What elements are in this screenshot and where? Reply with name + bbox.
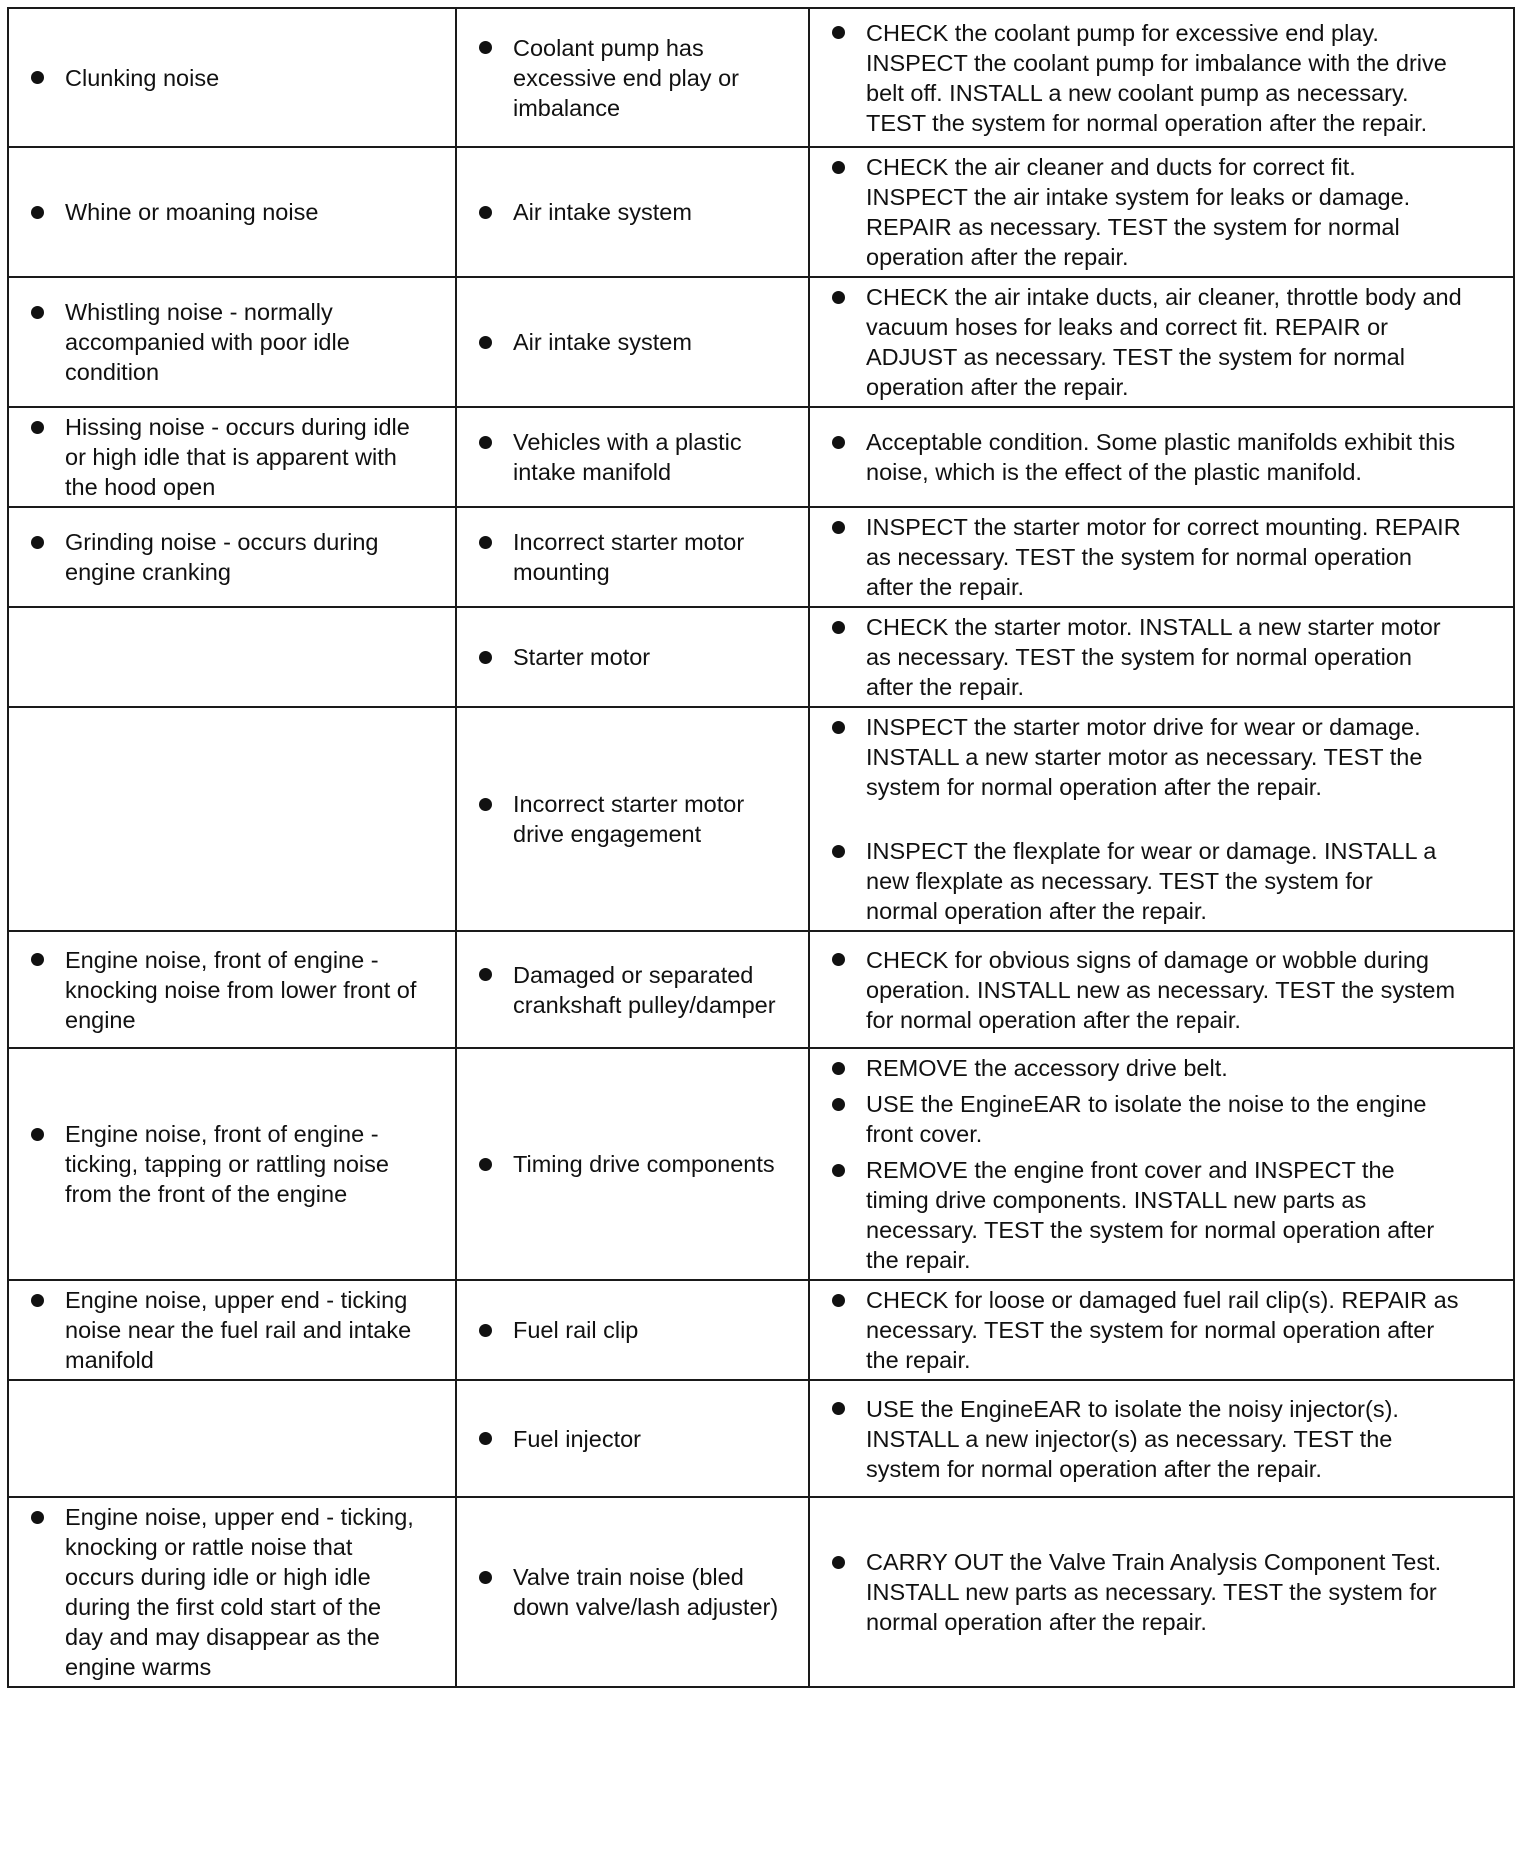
- symptom-item-text: Engine noise, upper end - ticking, knocking or rattle noise that occurs during idle or high idle during the first cold start of the day and may disappear as the engine warms: [65, 1504, 414, 1680]
- action-cell: [809, 1380, 1514, 1497]
- diagnosis-table: [7, 7, 1515, 1688]
- cause-item-text: Incorrect starter motor mounting: [513, 529, 745, 585]
- cause-cell: [456, 277, 809, 407]
- action-cell: [809, 8, 1514, 147]
- bullet-icon: [832, 836, 866, 866]
- cause-item: [479, 33, 800, 123]
- bullet-icon: [31, 297, 65, 327]
- action-item-text: REMOVE the engine front cover and INSPECT the timing drive components. INSTALL new parts as necessary. TEST the system for normal operation after the repair.: [866, 1157, 1435, 1273]
- cause-item: [479, 642, 800, 672]
- cause-cell: [456, 1280, 809, 1380]
- action-item: [832, 1394, 1509, 1484]
- action-item: [832, 1053, 1509, 1083]
- bullet-icon: [479, 1424, 513, 1454]
- action-item-text: CHECK the coolant pump for excessive end play. INSPECT the coolant pump for imbalance with the drive belt off. INSTALL a new coolant pump as necessary. TEST the system for normal operation after the repair.: [866, 19, 1447, 136]
- bullet-icon: [479, 1315, 513, 1345]
- action-cell: [809, 1280, 1514, 1380]
- action-item-text: CHECK the starter motor. INSTALL a new starter motor as necessary. TEST the system for normal operation after the repair.: [866, 614, 1441, 700]
- table-row: [8, 931, 1514, 1048]
- bullet-icon: [832, 612, 866, 642]
- symptom-item: [31, 297, 447, 387]
- action-item-text: CHECK the air cleaner and ducts for correct fit. INSPECT the air intake system for leaks or damage. REPAIR as necessary. TEST the system for normal operation after the repair.: [866, 154, 1411, 270]
- cause-cell: [456, 1380, 809, 1497]
- action-item-text: CHECK for obvious signs of damage or wobble during operation. INSTALL new as necessary. TEST the system for normal operation after the repair.: [866, 946, 1456, 1033]
- bullet-icon: [479, 33, 513, 63]
- action-cell: [809, 931, 1514, 1048]
- action-item: [832, 836, 1509, 926]
- cause-cell: [456, 1497, 809, 1687]
- cause-cell: [456, 707, 809, 931]
- action-item: [832, 1089, 1509, 1149]
- table-row: [8, 407, 1514, 507]
- symptom-item: [31, 527, 447, 587]
- cause-cell: [456, 407, 809, 507]
- symptom-cell: [8, 1380, 456, 1497]
- symptom-item: [31, 1285, 447, 1375]
- cause-item-text: Incorrect starter motor drive engagement: [513, 791, 745, 847]
- symptom-cell: [8, 1280, 456, 1380]
- bullet-icon: [479, 960, 513, 990]
- symptom-cell: [8, 1048, 456, 1280]
- bullet-icon: [832, 1155, 866, 1185]
- cause-item-text: Starter motor: [513, 644, 651, 670]
- bullet-icon: [479, 527, 513, 557]
- bullet-icon: [832, 1053, 866, 1083]
- symptom-cell: [8, 707, 456, 931]
- bullet-icon: [479, 789, 513, 819]
- cause-item-text: Timing drive components: [513, 1151, 775, 1177]
- bullet-icon: [832, 1089, 866, 1119]
- table-row: [8, 1048, 1514, 1280]
- cause-item: [479, 789, 800, 849]
- symptom-item: [31, 63, 447, 93]
- bullet-icon: [31, 1502, 65, 1532]
- bullet-icon: [832, 1547, 866, 1577]
- cause-item: [479, 327, 800, 357]
- symptom-cell: [8, 277, 456, 407]
- bullet-icon: [832, 945, 866, 975]
- bullet-icon: [31, 1119, 65, 1149]
- cause-item-text: Vehicles with a plastic intake manifold: [513, 429, 742, 485]
- action-item-text: CARRY OUT the Valve Train Analysis Component Test. INSTALL new parts as necessary. TEST the system for normal operation after the repair.: [866, 1549, 1442, 1635]
- bullet-icon: [31, 945, 65, 975]
- action-item: [832, 1547, 1509, 1637]
- action-cell: [809, 407, 1514, 507]
- bullet-icon: [832, 712, 866, 742]
- bullet-icon: [479, 327, 513, 357]
- bullet-icon: [31, 63, 65, 93]
- symptom-cell: [8, 931, 456, 1048]
- cause-item: [479, 197, 800, 227]
- symptom-cell: [8, 407, 456, 507]
- action-item-text: CHECK the air intake ducts, air cleaner, throttle body and vacuum hoses for leaks and correct fit. REPAIR or ADJUST as necessary. TEST the system for normal operation after the repair.: [866, 284, 1462, 400]
- cause-cell: [456, 931, 809, 1048]
- cause-cell: [456, 607, 809, 707]
- action-item-text: Acceptable condition. Some plastic manifolds exhibit this noise, which is the effect of the plastic manifold.: [866, 429, 1456, 485]
- bullet-icon: [479, 427, 513, 457]
- cause-item: [479, 1149, 800, 1179]
- symptom-cell: [8, 1497, 456, 1687]
- action-item-text: INSPECT the starter motor for correct mounting. REPAIR as necessary. TEST the system for normal operation after the repair.: [866, 514, 1461, 600]
- symptom-cell: [8, 147, 456, 277]
- table-body: [8, 8, 1514, 1687]
- table-row: [8, 1497, 1514, 1687]
- symptom-item: [31, 197, 447, 227]
- action-cell: [809, 277, 1514, 407]
- table-row: [8, 507, 1514, 607]
- cause-item-text: Air intake system: [513, 329, 692, 355]
- symptom-cell: [8, 607, 456, 707]
- cause-cell: [456, 147, 809, 277]
- action-item: [832, 152, 1509, 272]
- table-row: [8, 1380, 1514, 1497]
- cause-item: [479, 1315, 800, 1345]
- symptom-item-text: Engine noise, front of engine - knocking noise from lower front of engine: [65, 946, 417, 1033]
- cause-cell: [456, 507, 809, 607]
- table-row: [8, 277, 1514, 407]
- action-item-text: INSPECT the flexplate for wear or damage. INSTALL a new flexplate as necessary. TEST the system for normal operation after the repair.: [866, 838, 1437, 924]
- cause-cell: [456, 8, 809, 147]
- cause-item-text: Damaged or separated crankshaft pulley/damper: [513, 961, 776, 1018]
- table-row: [8, 8, 1514, 147]
- bullet-icon: [479, 642, 513, 672]
- action-item-text: INSPECT the starter motor drive for wear or damage. INSTALL a new starter motor as necessary. TEST the system for normal operation after the repair.: [866, 714, 1423, 800]
- cause-item-text: Fuel rail clip: [513, 1317, 639, 1343]
- bullet-icon: [832, 512, 866, 542]
- cause-item-text: Coolant pump has excessive end play or imbalance: [513, 34, 739, 121]
- action-cell: [809, 1048, 1514, 1280]
- table-row: [8, 607, 1514, 707]
- bullet-icon: [832, 152, 866, 182]
- cause-item-text: Air intake system: [513, 199, 692, 225]
- action-item-text: CHECK for loose or damaged fuel rail clip(s). REPAIR as necessary. TEST the system for normal operation after the repair.: [866, 1287, 1459, 1373]
- action-item: [832, 945, 1509, 1035]
- cause-item: [479, 1424, 800, 1454]
- bullet-icon: [31, 412, 65, 442]
- bullet-icon: [832, 1285, 866, 1315]
- action-item-text: USE the EngineEAR to isolate the noisy injector(s). INSTALL a new injector(s) as necessary. TEST the system for normal operation after the repair.: [866, 1395, 1399, 1482]
- bullet-icon: [479, 1562, 513, 1592]
- bullet-icon: [832, 282, 866, 312]
- table-row: [8, 1280, 1514, 1380]
- symptom-item: [31, 1502, 447, 1682]
- symptom-item-text: Grinding noise - occurs during engine cranking: [65, 529, 379, 585]
- symptom-item-text: Clunking noise: [65, 64, 220, 91]
- action-cell: [809, 607, 1514, 707]
- bullet-icon: [31, 197, 65, 227]
- cause-item: [479, 527, 800, 587]
- action-item-text: REMOVE the accessory drive belt.: [866, 1055, 1228, 1081]
- symptom-cell: [8, 507, 456, 607]
- bullet-icon: [31, 527, 65, 557]
- action-cell: [809, 147, 1514, 277]
- cause-item: [479, 427, 800, 487]
- symptom-item-text: Whine or moaning noise: [65, 199, 319, 225]
- bullet-icon: [832, 427, 866, 457]
- bullet-icon: [832, 18, 866, 48]
- symptom-item-text: Engine noise, front of engine - ticking, tapping or rattling noise from the front of the engine: [65, 1121, 389, 1207]
- cause-cell: [456, 1048, 809, 1280]
- action-item-text: USE the EngineEAR to isolate the noise to the engine front cover.: [866, 1091, 1427, 1147]
- action-item: [832, 18, 1509, 138]
- symptom-item: [31, 1119, 447, 1209]
- symptom-item: [31, 412, 447, 502]
- cause-item: [479, 1562, 800, 1622]
- symptom-cell: [8, 8, 456, 147]
- action-item: [832, 612, 1509, 702]
- action-item: [832, 427, 1509, 487]
- action-item: [832, 1155, 1509, 1275]
- symptom-item-text: Hissing noise - occurs during idle or high idle that is apparent with the hood open: [65, 414, 410, 500]
- action-item: [832, 712, 1509, 802]
- action-cell: [809, 507, 1514, 607]
- action-item: [832, 512, 1509, 602]
- action-item: [832, 1285, 1509, 1375]
- bullet-icon: [479, 1149, 513, 1179]
- symptom-item: [31, 945, 447, 1035]
- symptom-item-text: Engine noise, upper end - ticking noise near the fuel rail and intake manifold: [65, 1287, 412, 1373]
- bullet-icon: [31, 1285, 65, 1315]
- symptom-item-text: Whistling noise - normally accompanied with poor idle condition: [65, 299, 350, 385]
- cause-item-text: Valve train noise (bled down valve/lash adjuster): [513, 1564, 779, 1620]
- bullet-icon: [479, 197, 513, 227]
- cause-item-text: Fuel injector: [513, 1425, 641, 1452]
- action-item: [832, 282, 1509, 402]
- action-cell: [809, 707, 1514, 931]
- bullet-icon: [832, 1394, 866, 1424]
- action-cell: [809, 1497, 1514, 1687]
- table-row: [8, 147, 1514, 277]
- table-row: [8, 707, 1514, 931]
- cause-item: [479, 960, 800, 1020]
